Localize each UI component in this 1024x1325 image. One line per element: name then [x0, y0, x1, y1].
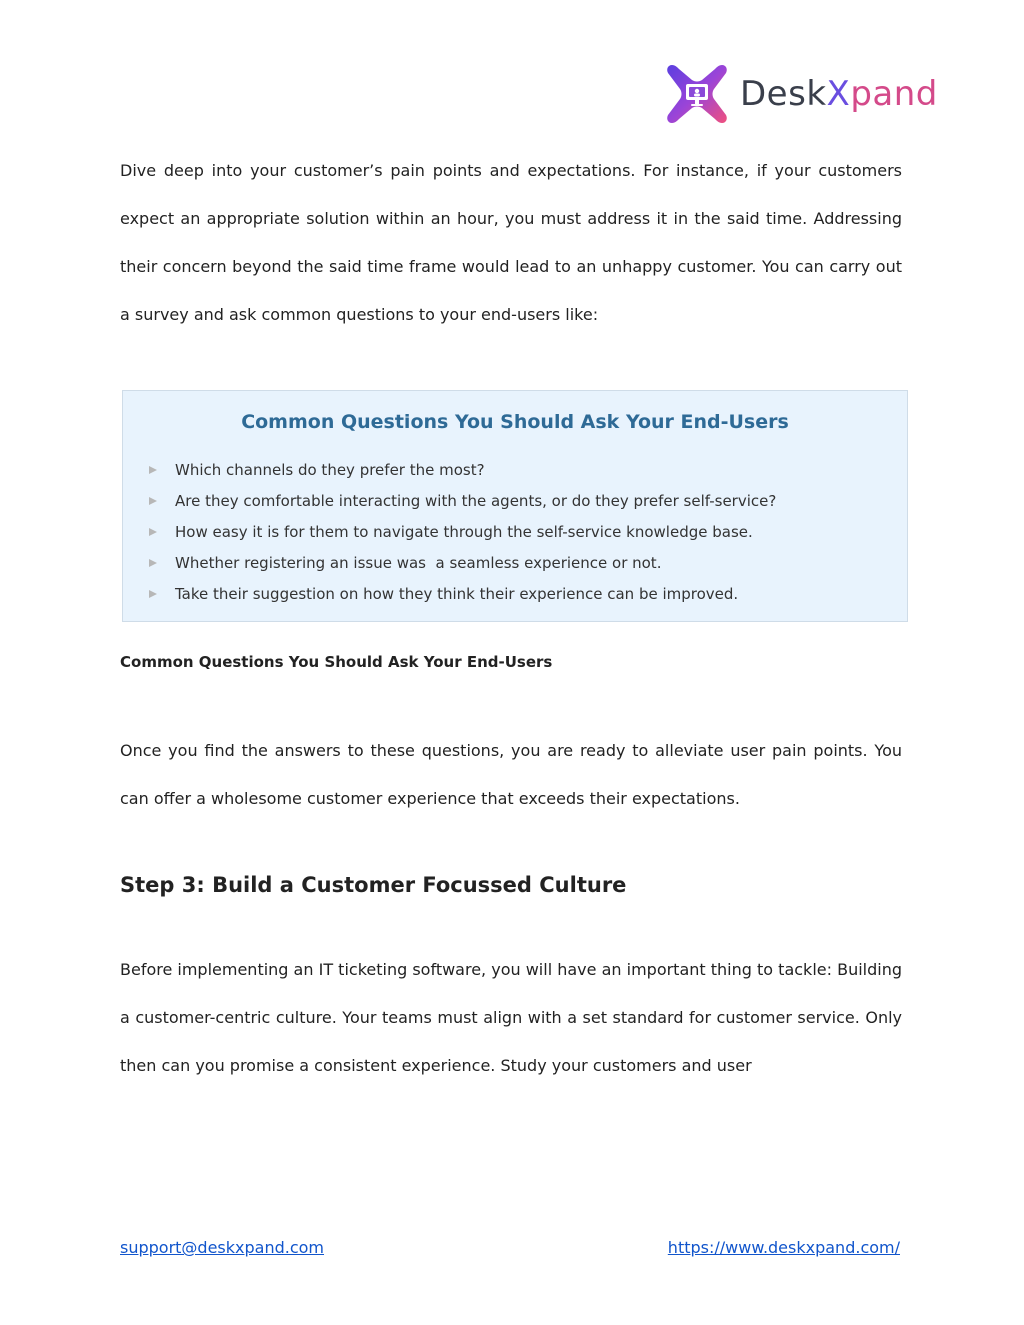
question-text: Which channels do they prefer the most?: [175, 461, 485, 480]
question-item: [149, 486, 776, 517]
step3-heading: Step 3: Build a Customer Focussed Culture: [120, 873, 627, 897]
question-text: Are they comfortable interacting with the agents, or do they prefer self-service?: [175, 492, 777, 511]
bullet-arrow-icon: [149, 466, 157, 474]
question-text: Whether registering an issue was a seamless experience or not.: [175, 553, 662, 572]
questions-list: [149, 455, 776, 609]
bullet-arrow-icon: [149, 559, 157, 567]
deskxpand-wordmark: [740, 74, 938, 114]
answers-paragraph: Once you find the answers to these questions, you are ready to alleviate user pain points. You can offer a wholesome customer experience that exceeds their expectations.: [120, 741, 902, 808]
question-item: [149, 578, 776, 609]
question-item: [149, 547, 776, 578]
support-email-link[interactable]: support@deskxpand.com: [120, 1238, 325, 1257]
website-link[interactable]: https://www.deskxpand.com/: [667, 1238, 900, 1257]
question-item: [149, 455, 776, 486]
image-caption: Common Questions You Should Ask Your End-Users: [120, 653, 553, 671]
deskxpand-logo: [664, 60, 938, 128]
deskxpand-logo-icon: [664, 61, 730, 127]
logo-text-pand: pand: [850, 74, 938, 114]
questions-box-title: Common Questions You Should Ask Your End-Users: [241, 411, 789, 433]
bullet-arrow-icon: [149, 590, 157, 598]
logo-text-x: X: [826, 74, 851, 114]
question-text: How easy it is for them to navigate through the self-service knowledge base.: [175, 522, 753, 541]
question-text: Take their suggestion on how they think their experience can be improved.: [175, 584, 739, 603]
common-questions-image: [122, 390, 908, 622]
question-item: [149, 517, 776, 548]
bullet-arrow-icon: [149, 528, 157, 536]
bullet-arrow-icon: [149, 497, 157, 505]
intro-paragraph: Dive deep into your customer’s pain points and expectations. For instance, if your customers expect an appropriate solution within an hour, you must address it in the said time. Addressing their concern beyond the said time frame would lead to an unhappy customer. You can carry out a survey and ask common questions to your end-users like:: [120, 161, 902, 324]
logo-text-desk: Desk: [740, 74, 827, 114]
step3-paragraph: Before implementing an IT ticketing software, you will have an important thing to tackle: Building a customer-centric culture. Your teams must align with a set standard for customer service. Only then can you promise a consistent experience. Study your customers and user: [120, 960, 902, 1075]
